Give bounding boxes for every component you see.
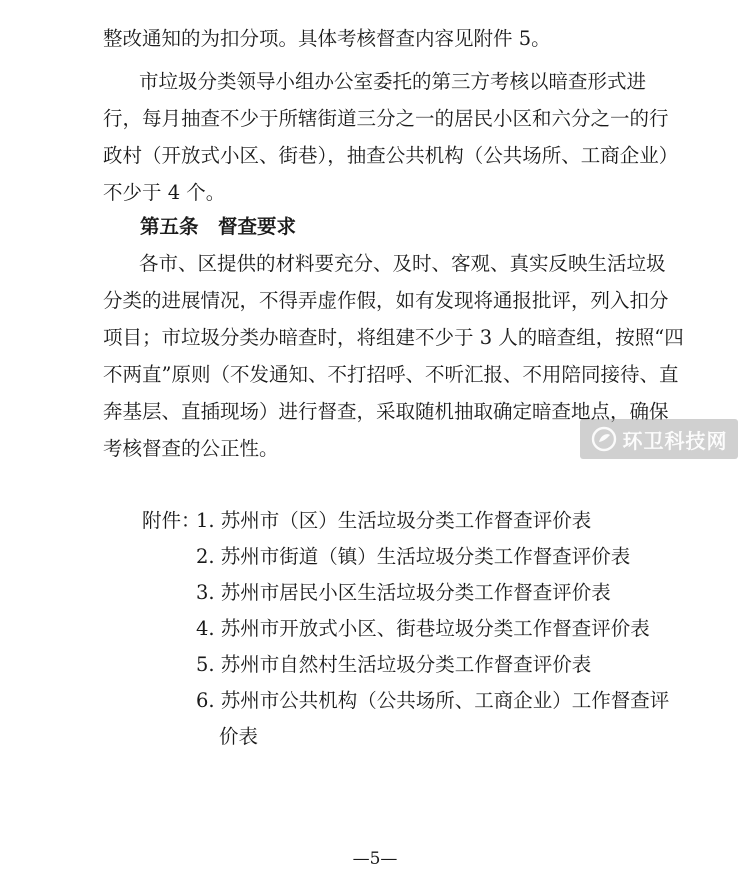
article-heading: 第五条 督查要求 <box>140 215 297 238</box>
text-line: 不少于 4 个。 <box>103 181 226 204</box>
text-line: 政村（开放式小区、街巷），抽查公共机构（公共场所、工商企业） <box>103 144 679 167</box>
attachment-item-continued: 价表 <box>219 725 259 748</box>
text-line: 各市、区提供的材料要充分、及时、客观、真实反映生活垃圾 <box>139 252 666 275</box>
text-line: 考核督查的公正性。 <box>103 437 279 460</box>
leaf-swirl-icon <box>591 426 617 452</box>
attachment-item: 5. 苏州市自然村生活垃圾分类工作督查评价表 <box>196 653 592 676</box>
attachment-item: 6. 苏州市公共机构（公共场所、工商企业）工作督查评 <box>196 689 670 712</box>
text-line: 奔基层、直插现场）进行督查，采取随机抽取确定暗查地点，确保 <box>103 400 669 423</box>
text-line: 整改通知的为扣分项。具体考核督查内容见附件 5。 <box>103 27 551 50</box>
page-number: —5— <box>352 849 398 869</box>
text-line: 市垃圾分类领导小组办公室委托的第三方考核以暗查形式进 <box>139 70 647 93</box>
watermark <box>580 419 738 459</box>
attachment-item: 4. 苏州市开放式小区、街巷垃圾分类工作督查评价表 <box>196 617 650 640</box>
text-line: 分类的进展情况，不得弄虚作假，如有发现将通报批评，列入扣分 <box>103 289 669 312</box>
attachment-item: 1. 苏州市（区）生活垃圾分类工作督查评价表 <box>196 509 592 532</box>
watermark-text: 环卫科技网 <box>622 428 728 453</box>
attachment-item: 3. 苏州市居民小区生活垃圾分类工作督查评价表 <box>196 581 611 604</box>
text-line: 行，每月抽查不少于所辖街道三分之一的居民小区和六分之一的行 <box>103 107 669 130</box>
text-line: 项目；市垃圾分类办暗查时，将组建不少于 3 人的暗查组，按照“四 <box>103 326 684 349</box>
attachments-label: 附件： <box>142 509 201 532</box>
text-line: 不两直”原则（不发通知、不打招呼、不听汇报、不用陪同接待、直 <box>103 363 679 386</box>
attachment-item: 2. 苏州市街道（镇）生活垃圾分类工作督查评价表 <box>196 545 631 568</box>
